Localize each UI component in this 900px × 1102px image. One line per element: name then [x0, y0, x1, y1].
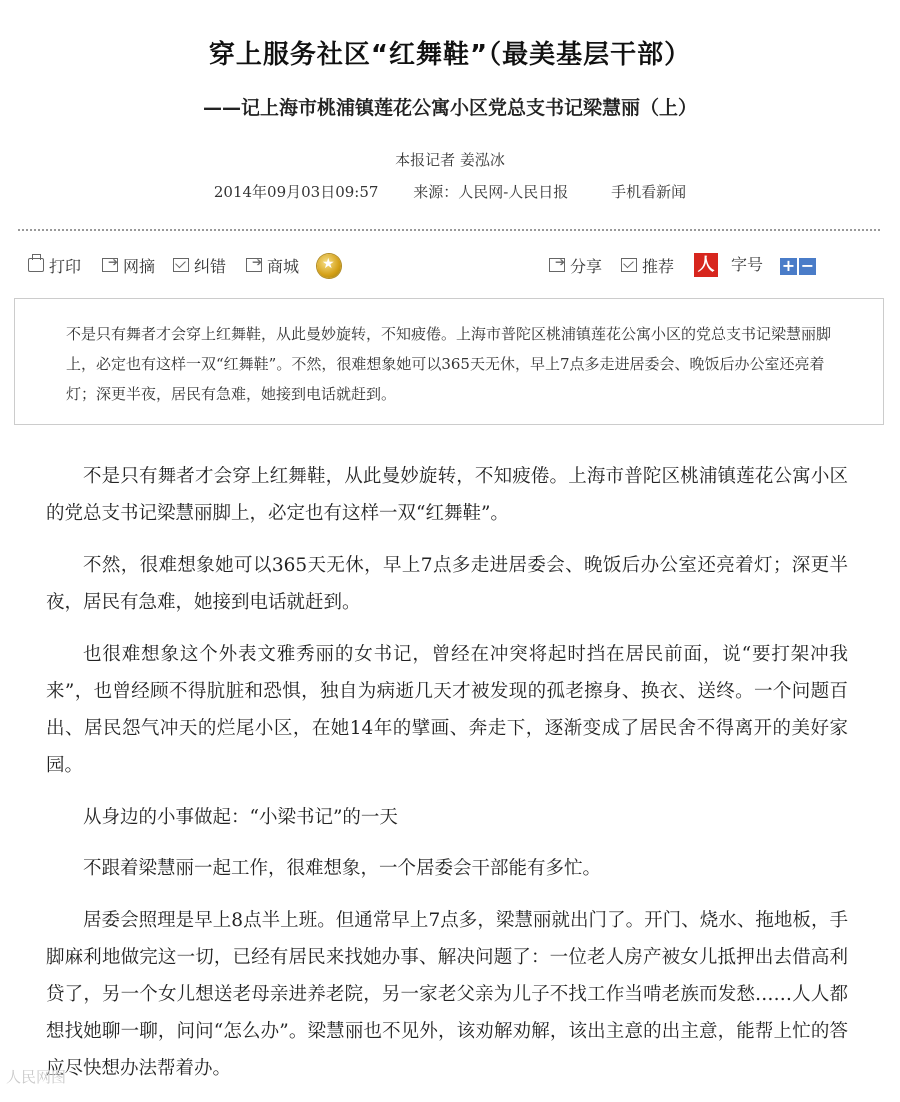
- font-size-label: 字号: [731, 255, 764, 274]
- body-paragraph: 不跟着梁慧丽一起工作，很难想象，一个居委会干部能有多忙。: [83, 858, 602, 879]
- body-paragraph: 也很难想象这个外表文雅秀丽的女书记，曾经在冲突将起时挡在居民前面，说“要打架冲我来”，也曾经顾不得肮脏和恐惧，独自为病逝几天才被发现的孤老擦身、换衣、送终。一个问题百出、居民怨气冲天的烂尾小区，在她14年的擘画、奔走下，逐渐变成了居民舍不得离开的美好家园。: [46, 644, 848, 776]
- mall-button[interactable]: [246, 252, 299, 278]
- font-increase-button[interactable]: +: [781, 256, 796, 275]
- recommend-button[interactable]: [621, 252, 674, 278]
- print-label: 打印: [49, 256, 82, 276]
- font-decrease-button[interactable]: −: [800, 256, 815, 275]
- article-body: [46, 458, 848, 1102]
- share-label: 分享: [570, 256, 603, 276]
- bookmark-arrow-icon: [102, 258, 118, 272]
- body-paragraph: 不然，很难想象她可以365天无休，早上7点多走进居委会、晚饭后办公室还亮着灯；深更半夜，居民有急难，她接到电话就赶到。: [46, 555, 848, 613]
- mall-arrow-icon: [246, 258, 262, 272]
- article-subtitle: ——记上海市桃浦镇莲花公寓小区党总支书记梁慧丽（上）: [202, 97, 697, 119]
- recommend-label: 推荐: [642, 256, 675, 276]
- dotted-divider: [18, 229, 880, 231]
- article-author: 本报记者 姜泓冰: [395, 151, 505, 169]
- section-heading: 从身边的小事做起：“小梁书记”的一天: [83, 807, 398, 828]
- body-paragraph: 不是只有舞者才会穿上红舞鞋，从此曼妙旋转，不知疲倦。上海市普陀区桃浦镇莲花公寓小区的党总支书记梁慧丽脚上，必定也有这样一双“红舞鞋”。: [46, 466, 848, 524]
- article-summary-box: [14, 298, 884, 425]
- source-link[interactable]: 来源：人民网-人民日报: [413, 183, 569, 201]
- medal-icon[interactable]: [317, 254, 341, 278]
- article-title: 穿上服务社区“红舞鞋”（最美基层干部）: [208, 40, 692, 70]
- correct-label: 纠错: [194, 256, 227, 276]
- print-button[interactable]: [28, 252, 81, 278]
- mobile-news-link[interactable]: 手机看新闻: [611, 183, 687, 201]
- mail-icon: [173, 258, 189, 272]
- article-meta: [0, 181, 900, 202]
- share-button[interactable]: [549, 252, 602, 278]
- web-excerpt-label: 网摘: [123, 256, 156, 276]
- publish-date: 2014年09月03日09:57: [213, 183, 379, 201]
- printer-icon: [28, 258, 44, 272]
- article-toolbar: [28, 252, 828, 280]
- recommend-mail-icon: [621, 258, 637, 272]
- people-daily-logo-icon[interactable]: 人: [694, 253, 718, 277]
- share-icon: [549, 258, 565, 272]
- watermark-logo: 人民网图: [6, 1068, 67, 1086]
- mall-label: 商城: [267, 256, 300, 276]
- body-paragraph: 居委会照理是早上8点半上班。但通常早上7点多，梁慧丽就出门了。开门、烧水、拖地板，手脚麻利地做完这一切，已经有居民来找她办事、解决问题了：一位老人房产被女儿抵押出去借高利贷了，另一个女儿想送老母亲进养老院，另一家老父亲为儿子不找工作当啃老族而发愁……人人都想找她聊一聊，问问“怎么办”。梁慧丽也不见外，该劝解劝解，该出主意的出主意，能帮上忙的答应尽快想办法帮着办。: [46, 910, 848, 1079]
- web-excerpt-button[interactable]: [102, 252, 155, 278]
- summary-text: 不是只有舞者才会穿上红舞鞋，从此曼妙旋转，不知疲倦。上海市普陀区桃浦镇莲花公寓小区的党总支书记梁慧丽脚上，必定也有这样一双“红舞鞋”。不然，很难想象她可以365天无休，早上7点多走进居委会、晚饭后办公室还亮着灯；深更半夜，居民有急难，她接到电话就赶到。: [66, 325, 832, 403]
- correct-button[interactable]: [173, 252, 226, 278]
